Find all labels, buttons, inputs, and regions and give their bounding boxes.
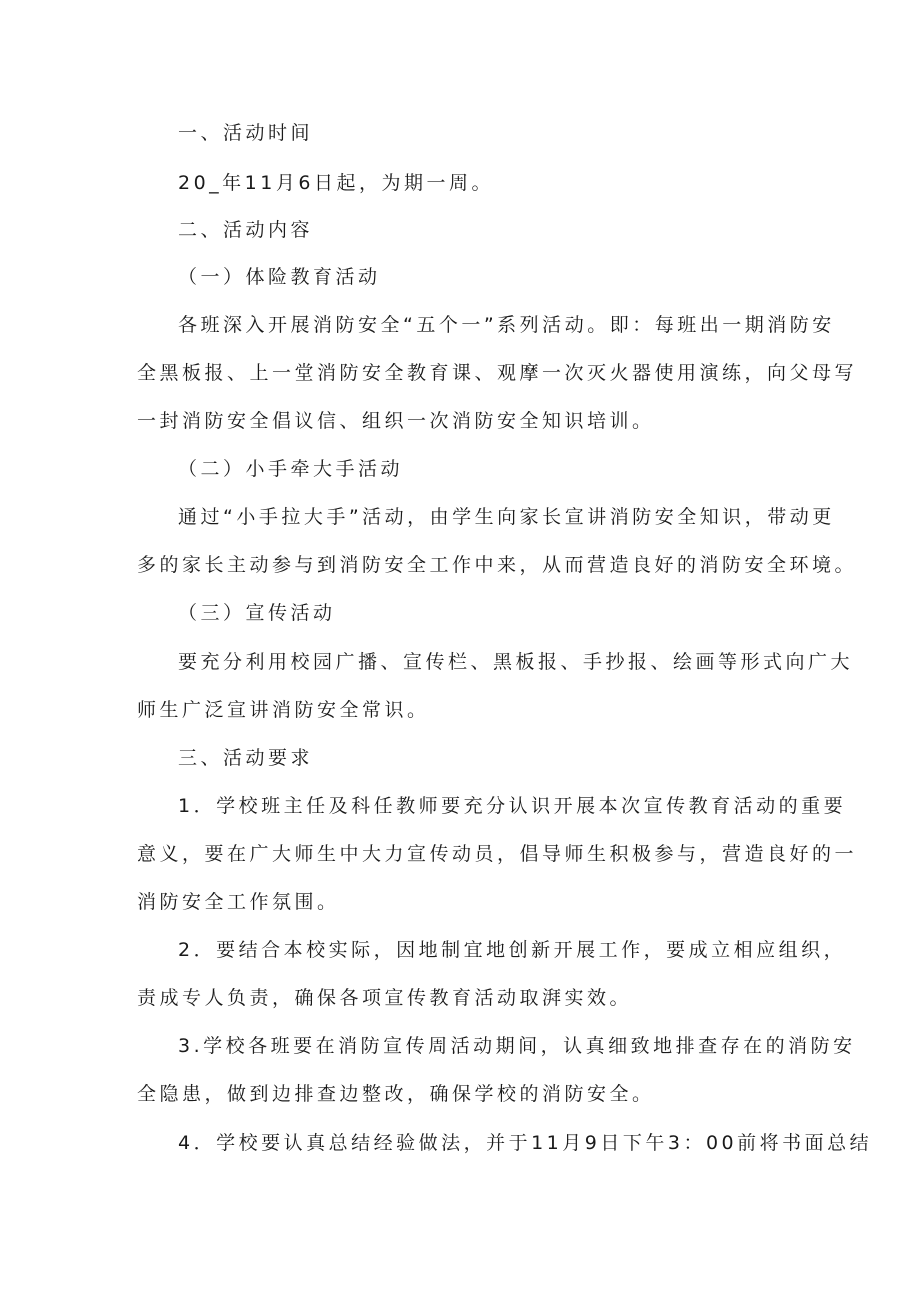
paragraph-line: 一封消防安全倡议信、组织一次消防安全知识培训。 [137,410,655,432]
section2-heading: 二、活动内容 [178,219,314,241]
sub2-heading: （二）小手牵大手活动 [178,458,404,480]
paragraph-line: 2．要结合本校实际，因地制宜地创新开展工作，要成立相应组织， [178,939,847,961]
paragraph-line: 多的家长主动参与到消防安全工作中来，从而营造良好的消防安全环境。 [137,554,858,576]
paragraph-line: 消防安全工作氛围。 [137,891,340,913]
section1-text: 20_年11月6日起，为期一周。 [178,172,494,194]
paragraph-line: 要充分利用校园广播、宣传栏、黑板报、手抄报、绘画等形式向广大 [178,651,854,673]
paragraph-line: 师生广泛宣讲消防安全常识。 [137,699,430,721]
sub3-heading: （三）宣传活动 [178,602,336,624]
section1-heading: 一、活动时间 [178,122,314,144]
paragraph-line: 4．学校要认真总结经验做法，并于11月9日下午3：00前将书面总结 [178,1132,873,1154]
section3-heading: 三、活动要求 [178,747,314,769]
paragraph-line: 全黑板报、上一堂消防安全教育课、观摩一次灭火器使用演练，向父母写 [137,362,858,384]
paragraph-line: 3.学校各班要在消防宣传周活动期间，认真细致地排查存在的消防安 [178,1035,856,1057]
paragraph-line: 1．学校班主任及科任教师要充分认识开展本次宣传教育活动的重要 [178,795,847,817]
sub1-heading: （一）体险教育活动 [178,266,381,288]
paragraph-line: 责成专人负责，确保各项宣传教育活动取湃实效。 [137,987,633,1009]
paragraph-line: 通过“小手拉大手”活动，由学生向家长宣讲消防安全知识，带动更 [178,506,835,528]
paragraph-line: 全隐患，做到边排查边整改，确保学校的消防安全。 [137,1083,655,1105]
paragraph-line: 意义，要在广大师生中大力宣传动员，倡导师生积极参与，营造良好的一 [137,843,858,865]
paragraph-line: 各班深入开展消防安全“五个一”系列活动。即：每班出一期消防安 [178,314,835,336]
